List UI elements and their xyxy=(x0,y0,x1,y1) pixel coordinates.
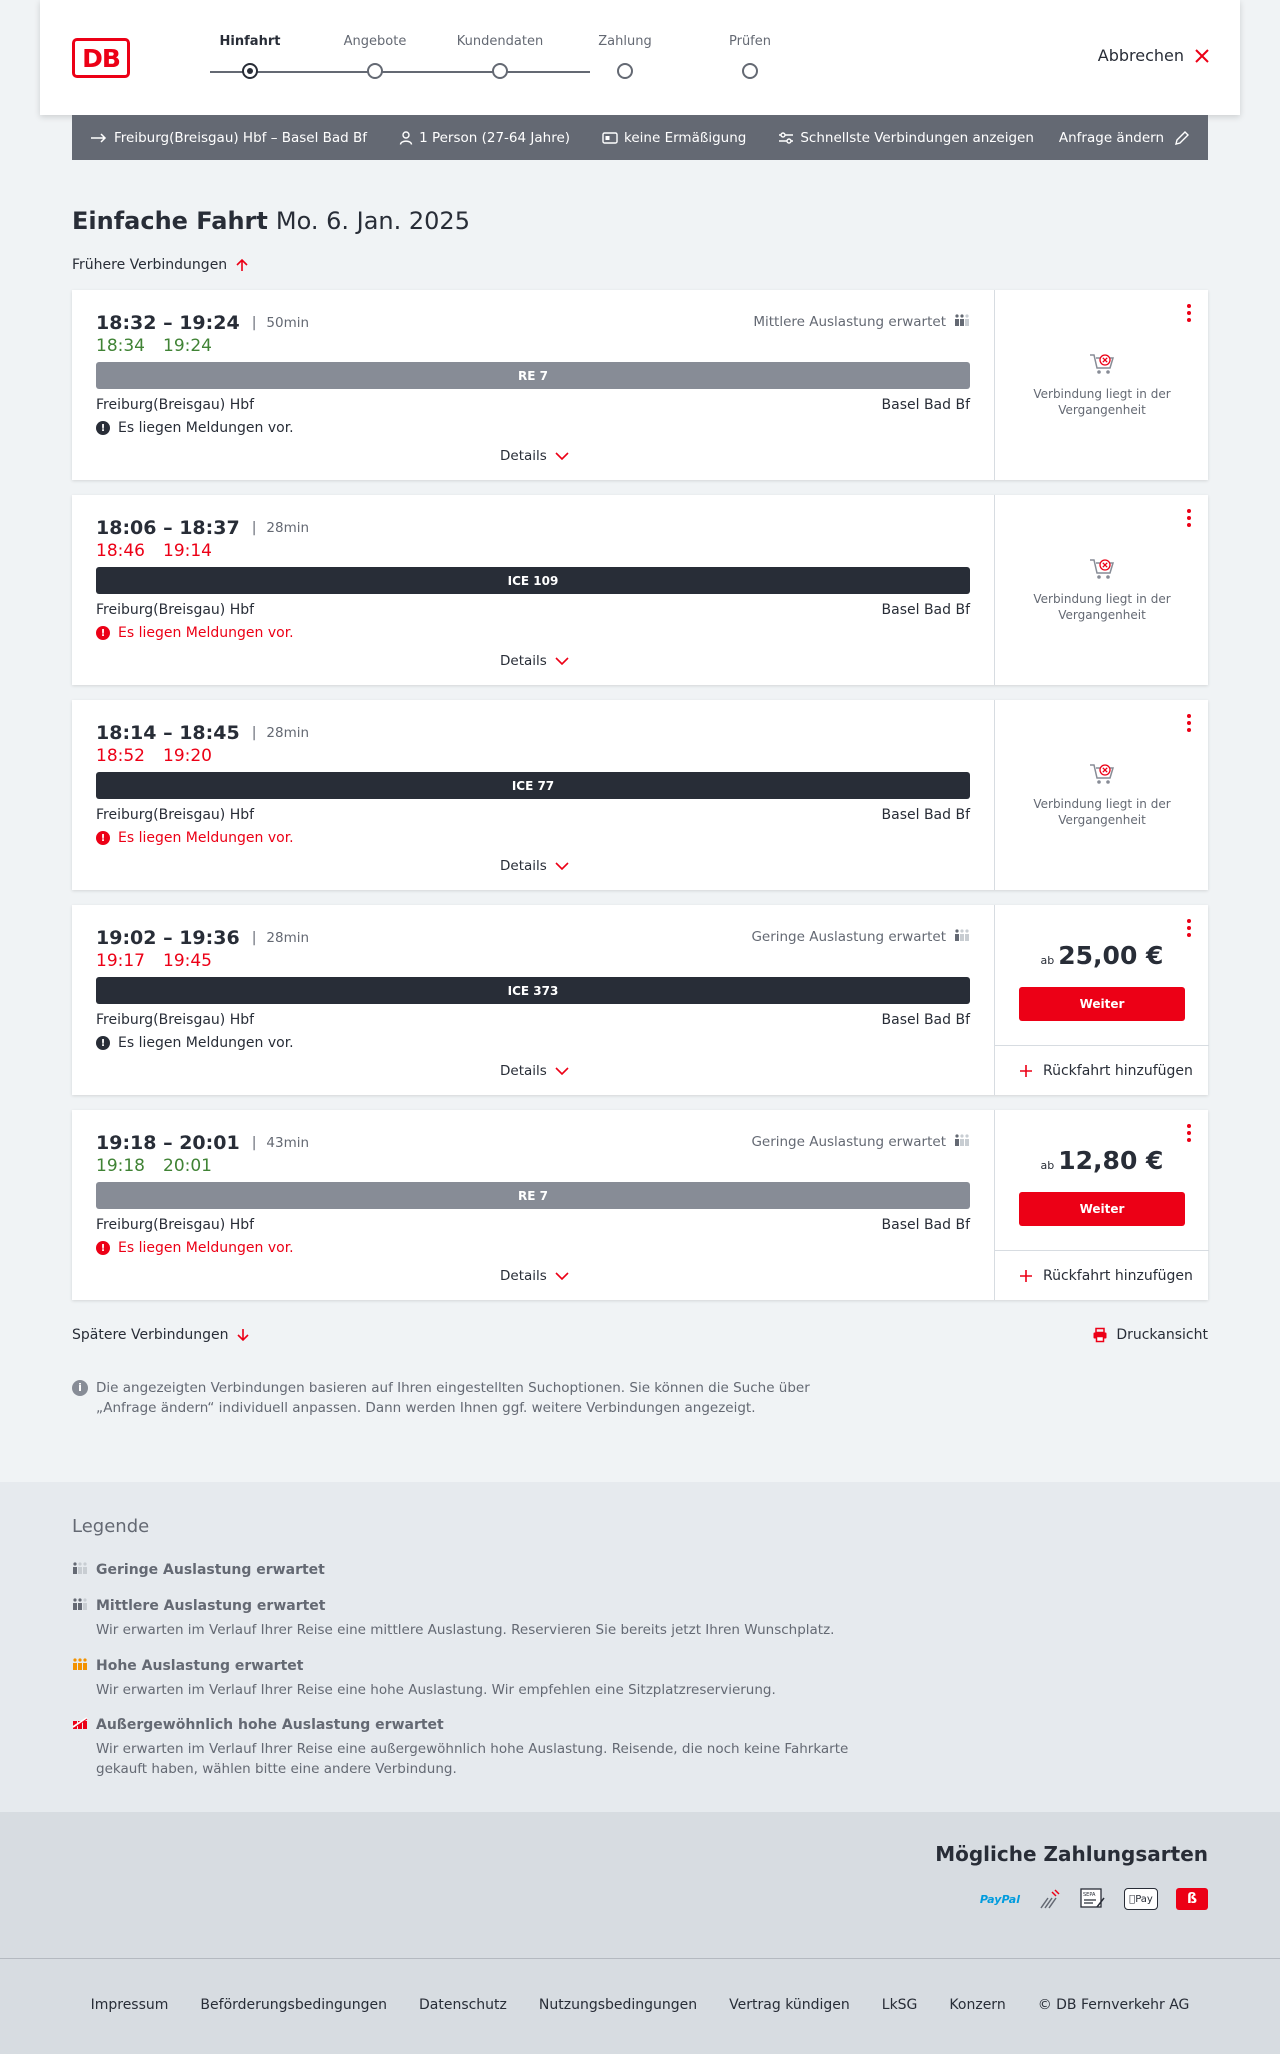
disruption-message xyxy=(96,420,294,436)
step-label: Prüfen xyxy=(728,34,771,49)
footer-link-vertrag-kuendigen[interactable]: Vertrag kündigen xyxy=(729,1997,850,2013)
scheduled-times: 19:18 – 20:01 xyxy=(96,1132,240,1154)
passenger-summary xyxy=(399,130,570,146)
connection-times xyxy=(96,517,309,539)
more-options-icon[interactable] xyxy=(1184,919,1194,939)
duration: 28min xyxy=(266,930,310,946)
payment-title: Mögliche Zahlungsarten xyxy=(935,1842,1208,1866)
footer-link-lksg[interactable]: LkSG xyxy=(881,1997,918,2013)
message-text: Es liegen Meldungen vor. xyxy=(118,625,294,641)
occupancy-label: Geringe Auslastung erwartet xyxy=(751,1134,946,1150)
message-text: Es liegen Meldungen vor. xyxy=(118,420,294,436)
train-bar[interactable]: ICE 77 xyxy=(96,772,970,799)
plus-icon xyxy=(1019,1269,1033,1283)
occupancy-icon xyxy=(954,314,970,330)
more-options-icon[interactable] xyxy=(1184,714,1194,734)
legend-item-desc: Wir erwarten im Verlauf Ihrer Reise eine hohe Auslastung. Wir empfehlen eine Sitzplatzreservierung. xyxy=(96,1682,776,1698)
later-connections-link[interactable] xyxy=(72,1327,250,1343)
duration: 28min xyxy=(266,725,310,741)
chevron-down-icon xyxy=(555,1272,569,1280)
separator: | xyxy=(251,1135,257,1151)
cancel-button[interactable] xyxy=(1098,46,1210,65)
change-request-label: Anfrage ändern xyxy=(1058,129,1164,146)
price-prefix: ab xyxy=(1040,954,1055,967)
arrow-up-icon xyxy=(235,258,249,272)
disruption-message xyxy=(96,830,294,846)
connection-times xyxy=(96,722,309,744)
scheduled-times: 19:02 – 19:36 xyxy=(96,927,240,949)
details-label: Details xyxy=(500,448,547,464)
step-dot xyxy=(742,63,758,79)
occupancy-label: Geringe Auslastung erwartet xyxy=(751,929,946,945)
departure-station: Freiburg(Breisgau) Hbf xyxy=(96,807,255,823)
footer-link-datenschutz[interactable]: Datenschutz xyxy=(418,1997,507,2013)
step-dot xyxy=(617,63,633,79)
occupancy-very-high-icon xyxy=(72,1717,88,1733)
realtime-arrival: 19:20 xyxy=(163,746,212,766)
alert-icon: ! xyxy=(96,1241,110,1255)
legend-item-high xyxy=(72,1658,872,1700)
connection-details xyxy=(72,290,994,480)
offer-panel xyxy=(994,495,1208,685)
person-icon xyxy=(399,131,413,145)
payment-section xyxy=(0,1812,1280,1958)
price-prefix: ab xyxy=(1040,1159,1055,1172)
legend-section xyxy=(0,1482,1280,1812)
connection-details xyxy=(72,495,994,685)
earlier-connections-label: Frühere Verbindungen xyxy=(72,257,228,273)
cart-unavailable-icon xyxy=(1089,352,1115,376)
scheduled-times: 18:32 – 19:24 xyxy=(96,312,240,334)
footer-copyright: © DB Fernverkehr AG xyxy=(1037,1997,1190,2013)
disruption-message xyxy=(96,1240,294,1256)
progress-steps xyxy=(180,34,771,84)
realtime-arrival: 20:01 xyxy=(163,1156,212,1176)
realtime-departure: 19:17 xyxy=(96,951,145,971)
offer-panel xyxy=(994,290,1208,480)
step-pruefen xyxy=(690,34,810,56)
details-label: Details xyxy=(500,1268,547,1284)
footer-link-konzern[interactable]: Konzern xyxy=(949,1997,1006,2013)
occupancy-icon xyxy=(954,1134,970,1150)
legend-item-title: Außergewöhnlich hohe Auslastung erwartet xyxy=(96,1717,444,1733)
disruption-message xyxy=(96,625,294,641)
option-summary xyxy=(778,130,1034,146)
realtime-arrival: 19:14 xyxy=(163,541,212,561)
search-summary-bar xyxy=(72,115,1208,160)
legend-item-medium xyxy=(72,1598,872,1640)
printer-icon xyxy=(1092,1327,1108,1343)
header xyxy=(40,0,1240,115)
pencil-icon xyxy=(1174,130,1190,146)
alert-icon: ! xyxy=(96,831,110,845)
chevron-down-icon xyxy=(555,657,569,665)
realtime-arrival: 19:45 xyxy=(163,951,212,971)
step-label: Hinfahrt xyxy=(219,34,281,49)
legend-item-very-high xyxy=(72,1717,872,1779)
footer xyxy=(0,1958,1280,2054)
arrival-station: Basel Bad Bf xyxy=(881,1012,970,1028)
info-text: Die angezeigten Verbindungen basieren auf Ihren eingestellten Suchoptionen. Sie können die Suche über „Anfrage ändern“ individuell anpassen. Dann werden Ihnen ggf. weitere Verbindungen angezeigt. xyxy=(96,1380,810,1416)
duration: 50min xyxy=(266,315,310,331)
option-text: Schnellste Verbindungen anzeigen xyxy=(800,129,1034,146)
realtime-times xyxy=(96,951,212,971)
step-zahlung xyxy=(565,34,685,56)
past-connection-label: Verbindung liegt in der Vergangenheit xyxy=(1033,797,1171,827)
paypal-icon: PayPal xyxy=(979,1892,1020,1906)
occupancy-high-icon xyxy=(72,1658,88,1674)
connection-details xyxy=(72,905,994,1095)
details-label: Details xyxy=(500,653,547,669)
offer-panel xyxy=(994,905,1208,1095)
realtime-departure: 19:18 xyxy=(96,1156,145,1176)
details-toggle[interactable] xyxy=(500,1063,569,1079)
occupancy-info xyxy=(751,1134,970,1150)
past-connection-label: Verbindung liegt in der Vergangenheit xyxy=(1033,387,1171,417)
train-bar[interactable]: RE 7 xyxy=(96,1182,970,1209)
details-toggle[interactable] xyxy=(500,1268,569,1284)
legend-item-desc: Wir erwarten im Verlauf Ihrer Reise eine außergewöhnlich hohe Auslastung. Reisende, die noch keine Fahrkarte gekauft haben, wählen bitte eine andere Verbindung. xyxy=(96,1741,849,1777)
realtime-times xyxy=(96,1156,212,1176)
past-connection-note xyxy=(995,762,1209,828)
step-dot xyxy=(367,63,383,79)
separator: | xyxy=(251,930,257,946)
legend-item-title: Hohe Auslastung erwartet xyxy=(96,1658,304,1674)
db-pay-icon: ß xyxy=(1176,1888,1208,1910)
arrival-station: Basel Bad Bf xyxy=(881,1217,970,1233)
details-toggle[interactable] xyxy=(500,448,569,464)
connection-card[interactable] xyxy=(72,290,1208,480)
arrival-station: Basel Bad Bf xyxy=(881,397,970,413)
train-bar[interactable]: ICE 373 xyxy=(96,977,970,1004)
details-toggle[interactable] xyxy=(500,653,569,669)
info-icon: i xyxy=(72,1380,88,1396)
footer-links xyxy=(0,1997,1280,2013)
continue-button[interactable]: Weiter xyxy=(1019,1192,1185,1226)
separator: | xyxy=(251,725,257,741)
past-connection-label: Verbindung liegt in der Vergangenheit xyxy=(1033,592,1171,622)
offer-panel xyxy=(994,1110,1208,1300)
details-toggle[interactable] xyxy=(500,858,569,874)
chevron-down-icon xyxy=(555,452,569,460)
add-return-trip-button[interactable] xyxy=(995,1045,1209,1095)
departure-station: Freiburg(Breisgau) Hbf xyxy=(96,1217,255,1233)
occupancy-info xyxy=(753,314,970,330)
step-label: Kundendaten xyxy=(456,34,544,49)
duration: 43min xyxy=(266,1135,310,1151)
legend-title: Legende xyxy=(72,1516,150,1537)
arrow-right-icon xyxy=(90,133,108,143)
connection-times xyxy=(96,312,309,334)
details-label: Details xyxy=(500,858,547,874)
legend-item-desc: Wir erwarten im Verlauf Ihrer Reise eine mittlere Auslastung. Reservieren Sie bereits jetzt Ihren Wunschplatz. xyxy=(96,1622,835,1638)
add-return-trip-label: Rückfahrt hinzufügen xyxy=(1043,1267,1193,1284)
more-options-icon[interactable] xyxy=(1184,509,1194,529)
print-view-label: Druckansicht xyxy=(1116,1327,1208,1343)
legend-item-title: Mittlere Auslastung erwartet xyxy=(96,1598,326,1614)
connection-card[interactable] xyxy=(72,495,1208,685)
connection-details xyxy=(72,1110,994,1300)
more-options-icon[interactable] xyxy=(1184,304,1194,324)
earlier-connections-link[interactable] xyxy=(72,257,249,273)
connection-times xyxy=(96,1132,309,1154)
footer-link-impressum[interactable]: Impressum xyxy=(90,1997,169,2013)
step-hinfahrt[interactable] xyxy=(190,34,310,56)
train-bar[interactable]: RE 7 xyxy=(96,362,970,389)
change-request-button[interactable] xyxy=(1059,130,1190,146)
past-connection-note xyxy=(995,352,1209,418)
past-connection-note xyxy=(995,557,1209,623)
route-text: Freiburg(Breisgau) Hbf – Basel Bad Bf xyxy=(114,129,368,146)
separator: | xyxy=(251,520,257,536)
occupancy-info xyxy=(751,929,970,945)
disruption-message xyxy=(96,1035,294,1051)
alert-icon: ! xyxy=(96,421,110,435)
price-display xyxy=(995,1146,1209,1175)
step-dot xyxy=(492,63,508,79)
add-return-trip-label: Rückfahrt hinzufügen xyxy=(1043,1062,1193,1079)
more-options-icon[interactable] xyxy=(1184,1124,1194,1144)
trip-type-title: Einfache Fahrt xyxy=(72,207,268,235)
realtime-times xyxy=(96,336,212,356)
offer-panel xyxy=(994,700,1208,890)
legend-item-low xyxy=(72,1562,872,1578)
info-note xyxy=(72,1378,852,1418)
occupancy-low-icon xyxy=(72,1562,88,1578)
chevron-down-icon xyxy=(555,1067,569,1075)
later-connections-label: Spätere Verbindungen xyxy=(72,1327,229,1343)
route-summary xyxy=(90,130,367,146)
bahncard-icon xyxy=(602,132,618,144)
realtime-departure: 18:52 xyxy=(96,746,145,766)
connection-card[interactable] xyxy=(72,1110,1208,1300)
departure-station: Freiburg(Breisgau) Hbf xyxy=(96,397,255,413)
db-logo[interactable]: DB xyxy=(72,38,130,78)
message-text: Es liegen Meldungen vor. xyxy=(118,1035,294,1051)
legend-item-title: Geringe Auslastung erwartet xyxy=(96,1562,325,1578)
footer-link-nutzungsbedingungen[interactable]: Nutzungsbedingungen xyxy=(538,1997,698,2013)
direct-debit-icon xyxy=(1038,1888,1062,1910)
arrow-down-icon xyxy=(236,1328,250,1342)
occupancy-medium-icon xyxy=(72,1598,88,1614)
realtime-arrival: 19:24 xyxy=(163,336,212,356)
cancel-label: Abbrechen xyxy=(1097,46,1184,65)
sepa-icon xyxy=(1080,1888,1106,1910)
scheduled-times: 18:06 – 18:37 xyxy=(96,517,240,539)
realtime-times xyxy=(96,541,212,561)
arrival-station: Basel Bad Bf xyxy=(881,807,970,823)
close-icon xyxy=(1194,48,1210,64)
plus-icon xyxy=(1019,1064,1033,1078)
alert-icon: ! xyxy=(96,1036,110,1050)
train-bar[interactable]: ICE 109 xyxy=(96,567,970,594)
discount-summary xyxy=(602,130,746,146)
page-title xyxy=(72,207,470,235)
duration: 28min xyxy=(266,520,310,536)
print-view-link[interactable] xyxy=(1092,1327,1208,1343)
occupancy-label: Mittlere Auslastung erwartet xyxy=(753,314,946,330)
trip-date: Mo. 6. Jan. 2025 xyxy=(275,207,470,235)
progress-line xyxy=(210,71,590,73)
occupancy-icon xyxy=(954,929,970,945)
footer-link-befoerderungsbedingungen[interactable]: Beförderungsbedingungen xyxy=(200,1997,387,2013)
alert-icon: ! xyxy=(96,626,110,640)
continue-button[interactable]: Weiter xyxy=(1019,987,1185,1021)
price-amount: 25,00 € xyxy=(1058,941,1164,970)
price-display xyxy=(995,941,1209,970)
message-text: Es liegen Meldungen vor. xyxy=(118,1240,294,1256)
connection-details xyxy=(72,700,994,890)
discount-text: keine Ermäßigung xyxy=(624,129,747,146)
passenger-text: 1 Person (27-64 Jahre) xyxy=(419,129,571,146)
separator: | xyxy=(251,315,257,331)
realtime-departure: 18:46 xyxy=(96,541,145,561)
connection-card[interactable] xyxy=(72,905,1208,1095)
add-return-trip-button[interactable] xyxy=(995,1250,1209,1300)
price-amount: 12,80 € xyxy=(1058,1146,1164,1175)
realtime-times xyxy=(96,746,212,766)
details-label: Details xyxy=(500,1063,547,1079)
message-text: Es liegen Meldungen vor. xyxy=(118,830,294,846)
svg-text:SEPA: SEPA xyxy=(1083,1892,1096,1898)
departure-station: Freiburg(Breisgau) Hbf xyxy=(96,1012,255,1028)
departure-station: Freiburg(Breisgau) Hbf xyxy=(96,602,255,618)
step-angebote xyxy=(315,34,435,56)
scheduled-times: 18:14 – 18:45 xyxy=(96,722,240,744)
cart-unavailable-icon xyxy=(1089,557,1115,581)
filter-icon xyxy=(778,131,794,145)
payment-icons xyxy=(980,1888,1208,1910)
step-dot xyxy=(242,63,258,79)
step-label: Angebote xyxy=(343,34,407,49)
cart-unavailable-icon xyxy=(1089,762,1115,786)
connection-times xyxy=(96,927,309,949)
apple-pay-icon: Pay xyxy=(1124,1888,1158,1910)
step-label: Zahlung xyxy=(598,34,652,49)
chevron-down-icon xyxy=(555,862,569,870)
arrival-station: Basel Bad Bf xyxy=(881,602,970,618)
connection-card[interactable] xyxy=(72,700,1208,890)
realtime-departure: 18:34 xyxy=(96,336,145,356)
step-kundendaten xyxy=(440,34,560,56)
